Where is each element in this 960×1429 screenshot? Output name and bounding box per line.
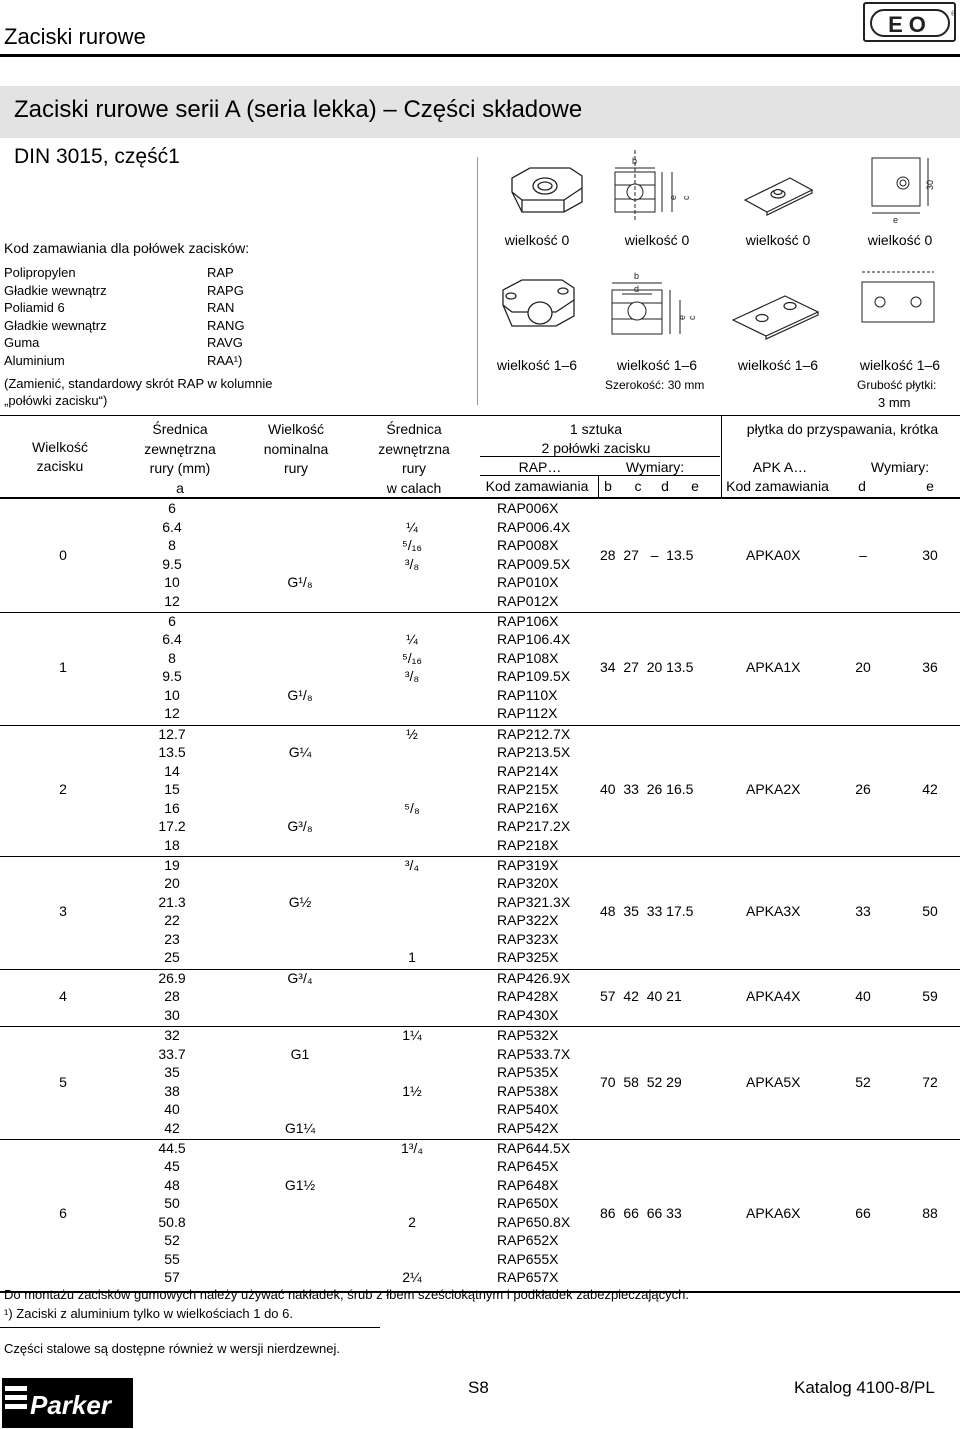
- material-code: RAPG: [207, 282, 244, 298]
- order-code-cell: RAP106.4X: [497, 631, 571, 648]
- order-code-cell: RAP006X: [497, 500, 559, 516]
- od-mm-cell: 57: [164, 1269, 180, 1286]
- header-od-in: rury: [401, 460, 427, 476]
- material-name: Poliamid 6: [4, 300, 65, 316]
- plate-code-cell: APKA6X: [746, 1204, 801, 1221]
- plate-d-cell: 20: [855, 659, 871, 676]
- header-e: e: [691, 478, 699, 494]
- order-code-cell: RAP212.7X: [497, 725, 571, 742]
- order-code-cell: RAP215X: [497, 781, 559, 798]
- order-code-cell: RAP323X: [497, 930, 559, 947]
- order-code-cell: RAP533.7X: [497, 1045, 571, 1062]
- figure-label-row1: wielkość 0: [867, 232, 933, 248]
- od-inch-cell: ³/₈: [404, 555, 420, 572]
- od-mm-cell: 12.7: [158, 725, 186, 742]
- od-mm-cell: 9.5: [162, 668, 182, 685]
- material-code: RAN: [207, 300, 235, 316]
- order-code-cell: RAP214X: [497, 762, 559, 779]
- size-cell: 5: [59, 1073, 67, 1090]
- svg-text:b: b: [634, 271, 640, 281]
- material-code: RAVG: [207, 335, 243, 351]
- order-code-cell: RAP006.4X: [497, 518, 571, 535]
- header-c: c: [634, 478, 642, 494]
- figure-label-row2: wielkość 1–6: [496, 357, 578, 373]
- header-order-code: Kod zamawiania: [485, 478, 589, 494]
- order-code-cell: RAP320X: [497, 875, 559, 892]
- nominal-cell: G½: [288, 893, 312, 910]
- header-od-mm: rury (mm): [149, 460, 211, 476]
- order-code-cell: RAP010X: [497, 574, 559, 590]
- order-code-cell: RAP655X: [497, 1250, 559, 1267]
- od-mm-cell: 6.4: [162, 631, 182, 648]
- header-rule: [480, 475, 720, 476]
- od-inch-cell: ¼: [406, 518, 418, 535]
- svg-text:d: d: [634, 284, 640, 294]
- od-mm-cell: 6.4: [162, 518, 182, 535]
- order-code-cell: RAP532X: [497, 1027, 559, 1043]
- order-code-cell: RAP657X: [497, 1269, 559, 1286]
- dimensions-cell: 57 42 40 21: [600, 988, 682, 1005]
- header-od-mm: a: [176, 479, 184, 496]
- footer-note-2: ¹) Zaciski z aluminium tylko w wielkościach 1 do 6.: [4, 1306, 293, 1321]
- od-mm-cell: 35: [164, 1064, 180, 1080]
- od-mm-cell: 42: [164, 1119, 180, 1136]
- parker-logo: [2, 1378, 133, 1428]
- svg-text:30: 30: [925, 179, 935, 190]
- od-mm-cell: 44.5: [158, 1139, 186, 1156]
- svg-text:EO: EO: [888, 12, 932, 37]
- header-divider: [721, 415, 722, 497]
- header-plate: płytka do przyspawania, krótka: [746, 421, 939, 437]
- materials-note-1: (Zamienić, standardowy skrót RAP w kolumnie: [4, 376, 273, 391]
- od-mm-cell: 25: [164, 949, 180, 966]
- od-mm-cell: 50.8: [158, 1213, 186, 1230]
- material-name: Gładkie wewnątrz: [4, 317, 107, 333]
- order-code-cell: RAP321.3X: [497, 893, 571, 910]
- order-code-cell: RAP106X: [497, 612, 559, 629]
- od-mm-cell: 23: [164, 930, 180, 947]
- page-number: S8: [468, 1378, 489, 1397]
- od-inch-cell: ³/₄: [404, 856, 420, 873]
- plate-e-cell: 50: [922, 903, 938, 920]
- header-b: b: [604, 478, 612, 494]
- order-code-cell: RAP217.2X: [497, 818, 571, 835]
- order-code-cell: RAP430X: [497, 1006, 559, 1023]
- od-mm-cell: 52: [164, 1232, 180, 1249]
- od-mm-cell: 40: [164, 1101, 180, 1117]
- order-code-cell: RAP008X: [497, 537, 559, 553]
- od-mm-cell: 16: [164, 799, 180, 816]
- nominal-cell: G1½: [284, 1176, 316, 1193]
- plate-d-cell: 26: [855, 781, 871, 798]
- dimensions-cell: 48 35 33 17.5: [600, 903, 694, 920]
- plate-d-cell: –: [859, 546, 867, 563]
- od-mm-cell: 9.5: [162, 555, 182, 572]
- clamp-half-drawing-size0: [512, 168, 582, 212]
- material-code: RANG: [207, 317, 245, 333]
- dimensions-cell: 34 27 20 13.5: [600, 659, 694, 676]
- od-mm-cell: 19: [164, 856, 180, 873]
- thickness-value: 3 mm: [878, 395, 911, 410]
- catalog-number: Katalog 4100-8/PL: [794, 1378, 935, 1397]
- od-inch-cell: 1³/₄: [400, 1139, 424, 1156]
- plate-e-cell: 30: [922, 546, 938, 563]
- order-code-cell: RAP644.5X: [497, 1139, 571, 1156]
- plate-code-cell: APKA0X: [746, 546, 801, 563]
- plate-drawing-size0: [745, 178, 812, 215]
- materials-note-2: „połówki zacisku“): [4, 393, 108, 408]
- od-inch-cell: 1½: [402, 1082, 422, 1099]
- figure-label-row1: wielkość 0: [624, 232, 690, 248]
- thickness-note: Grubość płytki:: [857, 378, 937, 392]
- nominal-cell: G¼: [288, 744, 312, 761]
- svg-text:c: c: [687, 315, 697, 320]
- od-inch-cell: ⁵/₁₆: [401, 537, 423, 553]
- plate-topview-drawing-size0: [872, 158, 928, 213]
- od-mm-cell: 6: [168, 500, 176, 516]
- order-code-cell: RAP108X: [497, 649, 559, 666]
- figure-label-row2: wielkość 1–6: [616, 357, 698, 373]
- od-mm-cell: 50: [164, 1195, 180, 1212]
- clamp-section-drawing-size0: [615, 150, 672, 222]
- od-mm-cell: 30: [164, 1006, 180, 1023]
- order-code-cell: RAP218X: [497, 836, 559, 853]
- svg-text:e: e: [893, 215, 899, 225]
- order-code-cell: RAP650.8X: [497, 1213, 571, 1230]
- order-code-cell: RAP319X: [497, 856, 559, 873]
- order-code-cell: RAP645X: [497, 1158, 559, 1175]
- plate-code-cell: APKA2X: [746, 781, 801, 798]
- order-code-cell: RAP109.5X: [497, 668, 571, 685]
- header-bottom-rule: [0, 497, 960, 499]
- figure-label-row1: wielkość 0: [504, 232, 570, 248]
- header-nominal: nominalna: [263, 440, 329, 457]
- header-plate-dims: Wymiary:: [870, 459, 930, 475]
- width-note: Szerokość: 30 mm: [605, 378, 705, 392]
- header-rap-prefix: RAP…: [518, 459, 562, 475]
- plate-code-cell: APKA3X: [746, 903, 801, 920]
- od-mm-cell: 14: [164, 762, 180, 779]
- header-nominal: Wielkość: [267, 421, 324, 437]
- plate-code-cell: APKA1X: [746, 659, 801, 676]
- od-inch-cell: 1¼: [402, 1027, 422, 1043]
- header-plate-e: e: [926, 478, 934, 494]
- plate-e-cell: 88: [922, 1204, 938, 1221]
- nominal-cell: G³/₄: [287, 969, 313, 986]
- od-mm-cell: 12: [164, 592, 180, 609]
- size-cell: 1: [59, 659, 67, 676]
- order-code-cell: RAP426.9X: [497, 969, 571, 986]
- order-code-cell: RAP540X: [497, 1101, 559, 1117]
- page-subtitle: DIN 3015, część1: [14, 145, 180, 168]
- svg-text:Parker: Parker: [30, 1390, 111, 1420]
- header-size: Wielkość: [31, 439, 88, 455]
- order-code-cell: RAP213.5X: [497, 744, 571, 761]
- svg-text:c: c: [681, 195, 691, 200]
- nominal-cell: G1¼: [284, 1119, 316, 1136]
- plate-drawing-size1-6: [733, 296, 818, 339]
- header-size: zacisku: [36, 458, 84, 474]
- clamp-section-drawing-size1-6: [612, 283, 680, 334]
- footer-rule: [0, 1327, 380, 1328]
- header-od-mm: zewnętrzna: [144, 440, 216, 457]
- header-piece: 1 sztuka: [569, 421, 623, 437]
- od-mm-cell: 22: [164, 912, 180, 929]
- order-code-cell: RAP110X: [497, 686, 558, 703]
- od-mm-cell: 26.9: [158, 969, 186, 986]
- od-mm-cell: 8: [168, 649, 176, 666]
- clamp-half-drawing-size1-6: [503, 280, 574, 326]
- order-code-cell: RAP538X: [497, 1082, 559, 1099]
- header-od-in: zewnętrzna: [378, 440, 450, 457]
- material-code: RAP: [207, 265, 234, 280]
- od-mm-cell: 48: [164, 1176, 180, 1193]
- order-code-cell: RAP012X: [497, 592, 559, 609]
- header-divider: [598, 475, 599, 497]
- dimensions-cell: 28 27 – 13.5: [600, 546, 694, 563]
- dimensions-cell: 70 58 52 29: [600, 1073, 682, 1090]
- svg-text:b: b: [632, 156, 638, 166]
- svg-text:e: e: [677, 314, 687, 320]
- order-code-cell: RAP322X: [497, 912, 559, 929]
- order-code-cell: RAP535X: [497, 1064, 559, 1080]
- material-name: Aluminium: [4, 353, 65, 368]
- plate-e-cell: 72: [922, 1073, 938, 1090]
- od-inch-cell: ⁵/₈: [404, 799, 420, 816]
- material-name: Guma: [4, 335, 40, 351]
- od-mm-cell: 6: [168, 612, 176, 629]
- material-name: Polipropylen: [4, 265, 76, 280]
- od-mm-cell: 32: [164, 1027, 180, 1043]
- od-inch-cell: ½: [406, 725, 418, 742]
- figure-label-row1: wielkość 0: [745, 232, 811, 248]
- order-code-cell: RAP216X: [497, 799, 559, 816]
- header-plate-d: d: [858, 478, 866, 494]
- plate-topview-drawing-size1-6: [862, 272, 934, 322]
- header-title: Zaciski rurowe: [4, 24, 146, 49]
- od-mm-cell: 8: [168, 537, 176, 553]
- order-code-cell: RAP428X: [497, 988, 559, 1005]
- od-inch-cell: 2: [408, 1213, 416, 1230]
- plate-e-cell: 36: [922, 659, 938, 676]
- material-code: RAA¹): [207, 353, 243, 368]
- plate-e-cell: 42: [922, 781, 938, 798]
- od-inch-cell: ¼: [406, 631, 418, 648]
- header-plate-order: Kod zamawiania: [726, 478, 829, 494]
- plate-code-cell: APKA5X: [746, 1073, 801, 1090]
- order-code-cell: RAP650X: [497, 1195, 559, 1212]
- dimensions-cell: 40 33 26 16.5: [600, 781, 694, 798]
- header-rule: [0, 415, 960, 416]
- nominal-cell: G³/₈: [287, 818, 313, 835]
- material-name: Gładkie wewnątrz: [4, 282, 107, 298]
- header-d: d: [661, 478, 669, 494]
- plate-d-cell: 66: [855, 1204, 871, 1221]
- nominal-cell: G¹/₈: [287, 686, 313, 703]
- od-inch-cell: 2¼: [402, 1269, 422, 1286]
- size-cell: 0: [59, 546, 67, 563]
- figure-label-row2: wielkość 1–6: [859, 357, 941, 373]
- od-mm-cell: 21.3: [158, 893, 186, 910]
- svg-text:e: e: [668, 194, 678, 200]
- order-code-cell: RAP652X: [497, 1232, 559, 1249]
- size-cell: 6: [59, 1204, 67, 1221]
- nominal-cell: G¹/₈: [287, 574, 313, 590]
- od-mm-cell: 17.2: [158, 818, 186, 835]
- od-mm-cell: 38: [164, 1082, 180, 1099]
- od-mm-cell: 33.7: [158, 1045, 186, 1062]
- header-nominal: rury: [283, 460, 309, 476]
- page-title: Zaciski rurowe serii A (seria lekka) – Części składowe: [14, 96, 583, 123]
- plate-e-cell: 59: [922, 988, 938, 1005]
- header-dims: Wymiary:: [625, 459, 685, 475]
- od-mm-cell: 10: [164, 574, 180, 590]
- plate-d-cell: 40: [855, 988, 871, 1005]
- svg-text:®: ®: [951, 11, 957, 18]
- plate-code-cell: APKA4X: [746, 988, 801, 1005]
- footer-note-3: Części stalowe są dostępne również w wersji nierdzewnej.: [4, 1341, 340, 1356]
- size-cell: 3: [59, 903, 67, 920]
- header-od-in: Średnica: [386, 421, 442, 437]
- od-mm-cell: 45: [164, 1158, 180, 1175]
- size-cell: 4: [59, 988, 67, 1005]
- figure-label-row2: wielkość 1–6: [737, 357, 819, 373]
- od-mm-cell: 13.5: [158, 744, 186, 761]
- header-od-mm: Średnica: [152, 421, 208, 437]
- od-mm-cell: 20: [164, 875, 180, 892]
- order-code-cell: RAP542X: [497, 1119, 559, 1136]
- od-mm-cell: 10: [164, 686, 180, 703]
- od-inch-cell: ³/₈: [404, 668, 420, 685]
- materials-heading: Kod zamawiania dla połówek zacisków:: [4, 240, 250, 256]
- plate-d-cell: 52: [855, 1073, 871, 1090]
- header-halves: 2 połówki zacisku: [541, 440, 651, 456]
- od-mm-cell: 12: [164, 705, 180, 722]
- header-apk-prefix: APK A…: [752, 459, 808, 475]
- od-mm-cell: 55: [164, 1250, 180, 1267]
- od-mm-cell: 15: [164, 781, 180, 798]
- header-rule: [480, 456, 720, 457]
- footer-note-1: Do montażu zacisków gumowych należy używać nakładek, śrub z łbem sześciokątnym i podkładek zabezpieczających.: [4, 1287, 689, 1302]
- order-code-cell: RAP009.5X: [497, 555, 571, 572]
- dimensions-cell: 86 66 66 33: [600, 1204, 682, 1221]
- od-mm-cell: 28: [164, 988, 180, 1005]
- size-cell: 2: [59, 781, 67, 798]
- od-mm-cell: 18: [164, 836, 180, 853]
- order-code-cell: RAP112X: [497, 705, 558, 722]
- od-inch-cell: ⁵/₁₆: [401, 649, 423, 666]
- od-inch-cell: 1: [408, 949, 416, 966]
- nominal-cell: G1: [290, 1045, 310, 1062]
- order-code-cell: RAP648X: [497, 1176, 559, 1193]
- order-code-cell: RAP325X: [497, 949, 559, 966]
- header-od-in: w calach: [386, 479, 442, 496]
- plate-d-cell: 33: [855, 903, 871, 920]
